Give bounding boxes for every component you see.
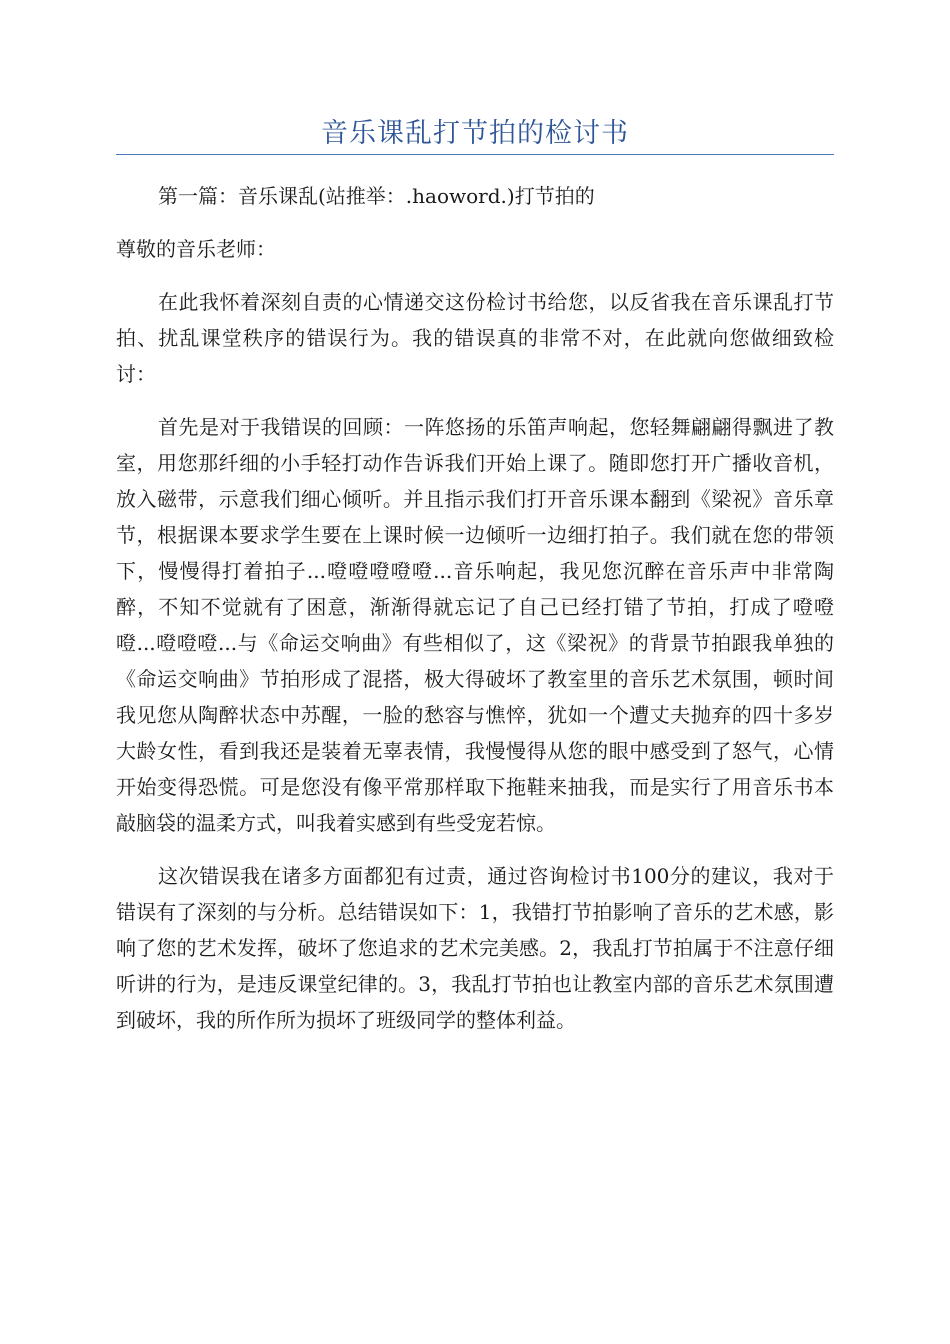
title-underline xyxy=(116,154,834,155)
document-page xyxy=(116,0,834,1344)
paragraph-review: 首先是对于我错误的回顾：一阵悠扬的乐笛声响起，您轻舞翩翩得飘进了教室，用您那纤细的小手轻打动作告诉我们开始上课了。随即您打开广播收音机，放入磁带，示意我们细心倾听。并且指示我们打开音乐课本翻到《梁祝》音乐章节，根据课本要求学生要在上课时候一边倾听一边细打拍子。我们就在您的带领下，慢慢得打着拍子...噔噔噔噔噔...音乐响起，我见您沉醉在音乐声中非常陶醉，不知不觉就有了困意，渐渐得就忘记了自己已经打错了节拍，打成了噔噔噔...噔噔噔...与《命运交响曲》有些相似了，这《梁祝》的背景节拍跟我单独的《命运交响曲》节拍形成了混搭，极大得破坏了教室里的音乐艺术氛围，顿时间我见您从陶醉状态中苏醒，一脸的愁容与憔悴，犹如一个遭丈夫抛弃的四十多岁大龄女性，看到我还是装着无辜表情，我慢慢得从您的眼中感受到了怒气，心情开始变得恐慌。可是您没有像平常那样取下拖鞋来抽我，而是实行了用音乐书本敲脑袋的温柔方式，叫我着实感到有些受宠若惊。 xyxy=(116,415,834,835)
paragraph-analysis: 这次错误我在诸多方面都犯有过责，通过咨询检讨书100分的建议，我对于错误有了深刻的与分析。总结错误如下：1，我错打节拍影响了音乐的艺术感，影响了您的艺术发挥，破坏了您追求的艺术完美感。2，我乱打节拍属于不注意仔细听讲的行为，是违反课堂纪律的。3，我乱打节拍也让教室内部的音乐艺术氛围遭到破坏，我的所作所为损坏了班级同学的整体利益。 xyxy=(116,864,834,1032)
section-heading: 第一篇：音乐课乱(站推举：.haoword.)打节拍的 xyxy=(158,184,595,208)
paragraph-intro: 在此我怀着深刻自责的心情递交这份检讨书给您，以反省我在音乐课乱打节拍、扰乱课堂秩序的错误行为。我的错误真的非常不对，在此就向您做细致检讨： xyxy=(116,290,834,386)
document-title: 音乐课乱打节拍的检讨书 xyxy=(321,118,629,149)
document-body xyxy=(116,178,834,1055)
salutation: 尊敬的音乐老师： xyxy=(116,237,276,261)
